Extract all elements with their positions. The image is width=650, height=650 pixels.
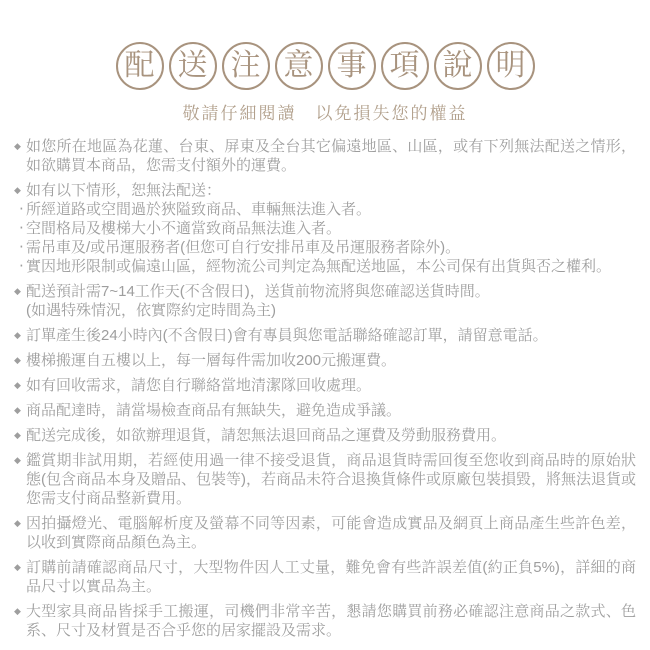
notice-item [14,326,636,345]
notice-item [14,602,636,640]
dot-bullet-icon: ‧ [19,201,24,218]
notice-item [14,401,636,420]
diamond-bullet-icon: ◆ [14,286,21,296]
title-circle-char: 配 [116,42,164,90]
notice-item [14,282,636,320]
page-title [0,42,650,90]
title-circle-char: 明 [487,42,535,90]
title-circle-char: 說 [434,42,482,90]
notice-text: 大型家具商品皆採手工搬運，司機們非常辛苦，懇請您購買前務必確認注意商品之款式、色系、尺寸及材質是否合乎您的居家擺設及需求。 [26,603,636,639]
notice-item [14,351,636,370]
notice-text: 樓梯搬運自五樓以上，每一層每件需加收200元搬運費。 [26,352,397,369]
sub-notice-text: 空間格局及樓梯大小不適當致商品無法進入者。 [26,220,342,237]
page-header [0,42,650,124]
notice-text: 訂購前請確認商品尺寸，大型物件因人工丈量，難免會有些許誤差值(約正負5%)，詳細的商品尺寸以實品為主。 [26,559,636,595]
title-circle-char: 項 [381,42,429,90]
sub-notice-text: 所經道路或空間過於狹隘致商品、車輛無法進入者。 [26,201,372,218]
notice-text: 商品配達時，請當場檢查商品有無缺失，避免造成爭議。 [26,402,402,419]
notice-item [14,137,636,175]
title-circle-char: 注 [222,42,270,90]
notice-item [14,426,636,445]
diamond-bullet-icon: ◆ [14,562,21,572]
diamond-bullet-icon: ◆ [14,330,21,340]
notice-text: 如有以下情形，恕無法配送： [26,182,222,199]
diamond-bullet-icon: ◆ [14,455,21,465]
diamond-bullet-icon: ◆ [14,355,21,365]
diamond-bullet-icon: ◆ [14,141,21,151]
diamond-bullet-icon: ◆ [14,405,21,415]
page-subtitle: 敬請仔細閱讀 以免損失您的權益 [182,104,468,123]
notice-item [14,181,636,276]
dot-bullet-icon: ‧ [19,239,24,256]
notice-note: (如遇特殊情況，依實際約定時間為主) [26,302,276,319]
sub-notice-item [19,257,636,276]
title-circle-char: 送 [169,42,217,90]
sub-notice-item [19,200,636,219]
notice-text: 鑑賞期非試用期，若經使用過一律不接受退貨，商品退貨時需回復至您收到商品時的原始狀態(包含商品本身及贈品、包裝等)，若商品未符合退換貨條件或原廠包裝損毀，將無法退貨或您需支付商品整新費用。 [26,452,636,507]
sub-notice-text: 需吊車及/或吊運服務者(但您可自行安排吊車及吊運服務者除外)。 [26,239,461,256]
dot-bullet-icon: ‧ [19,258,24,275]
notice-item [14,514,636,552]
diamond-bullet-icon: ◆ [14,380,21,390]
sub-notice-item [19,219,636,238]
notice-text: 配送完成後，如欲辦理退貨，請恕無法退回商品之運費及勞動服務費用。 [26,427,507,444]
sub-notice-text: 實因地形限制或偏遠山區，經物流公司判定為無配送地區，本公司保有出貨與否之權利。 [26,258,612,275]
notice-text: 如有回收需求，請您自行聯絡當地清潔隊回收處理。 [26,377,372,394]
sub-notice-item [19,238,636,257]
notice-item [14,451,636,508]
diamond-bullet-icon: ◆ [14,185,21,195]
dot-bullet-icon: ‧ [19,220,24,237]
notice-list [14,137,636,640]
diamond-bullet-icon: ◆ [14,518,21,528]
notice-text: 配送預計需7~14工作天(不含假日)，送貨前物流將與您確認送貨時間。 [26,283,490,300]
diamond-bullet-icon: ◆ [14,606,21,616]
notice-text: 因拍攝燈光、電腦解析度及螢幕不同等因素，可能會造成實品及網頁上商品產生些許色差，以收到實際商品顏色為主。 [26,515,636,551]
title-circle-char: 事 [328,42,376,90]
notice-item [14,558,636,596]
diamond-bullet-icon: ◆ [14,430,21,440]
notice-item [14,376,636,395]
title-circle-char: 意 [275,42,323,90]
notice-text: 訂單產生後24小時內(不含假日)會有專員與您電話聯絡確認訂單，請留意電話。 [26,327,548,344]
notice-text: 如您所在地區為花蓮、台東、屏東及全台其它偏遠地區、山區，或有下列無法配送之情形，如欲購買本商品，您需支付額外的運費。 [26,138,636,174]
